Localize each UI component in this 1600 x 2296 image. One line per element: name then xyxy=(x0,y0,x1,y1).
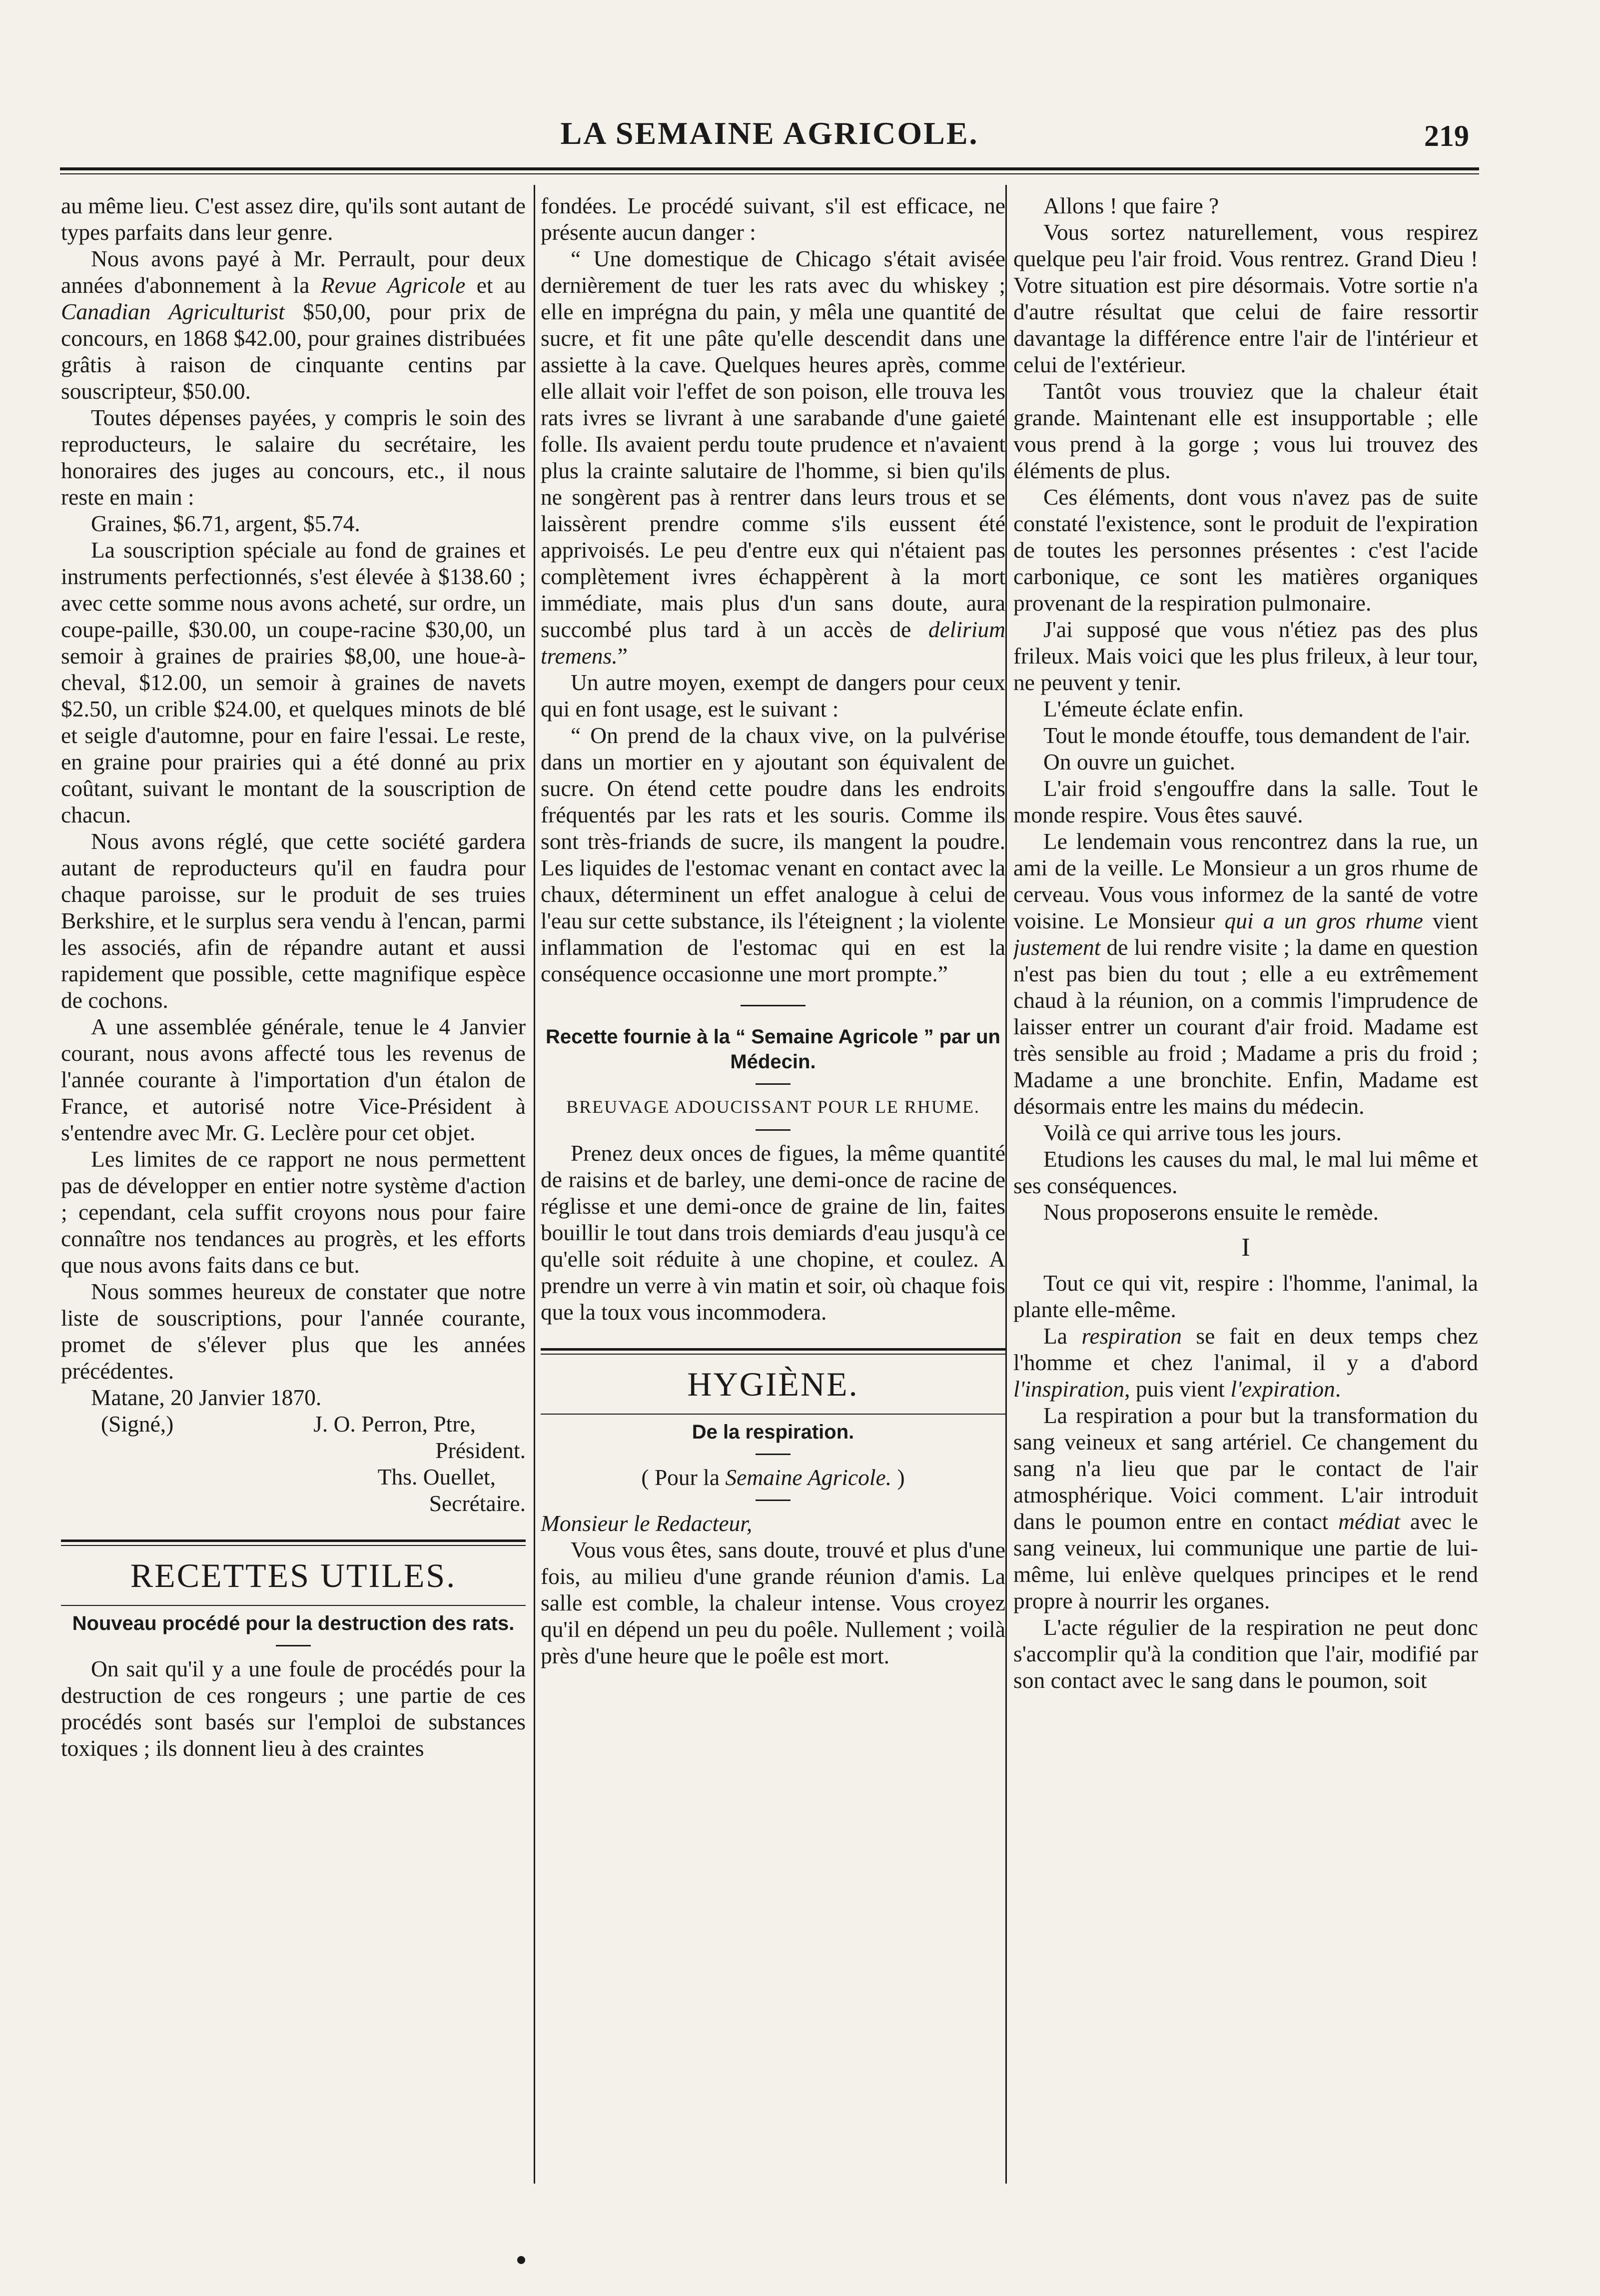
dash-divider xyxy=(756,1500,791,1501)
article-heading: De la respiration. xyxy=(692,1421,854,1443)
section-rule-thin xyxy=(541,1414,1005,1415)
header-rule-thin xyxy=(60,173,1479,174)
paragraph: fondées. Le procédé suivant, s'il est efficace, ne présente aucun danger : xyxy=(541,193,1005,245)
recipe-title: BREUVAGE ADOUCISSANT POUR LE RHUME. xyxy=(566,1097,980,1117)
paragraph: Vous vous êtes, sans doute, trouvé et plus d'une fois, au milieu d'une grande réunion d'amis. La salle est comble, la chaleur intense. Vous croyez qu'il en dépend un peu du poêle. Nullement ; voilà près d'une heure que le poêle est mort. xyxy=(541,1537,1005,1668)
section-rule xyxy=(61,1539,526,1542)
dash-divider xyxy=(276,1645,311,1646)
place-date: Matane, 20 Janvier 1870. xyxy=(91,1385,322,1410)
paragraph: Nous avons réglé, que cette société gardera autant de reproducteurs qu'il en faudra pour chaque paroisse, sur le produit de ses truies Berkshire, et le surplus sera vendu à l'encan, parmi les associés, afin de répandre autant et aussi rapidement que possible, cette magnifique espèce de cochons. xyxy=(61,828,526,1013)
dash-divider xyxy=(741,1005,805,1006)
paragraph: L'émeute éclate enfin. xyxy=(1043,696,1244,722)
signer-role: Président. xyxy=(435,1438,526,1463)
paragraph: Nous sommes heureux de constater que notre liste de souscriptions, pour l'année courante, promet de s'élever plus que les années précédentes. xyxy=(61,1279,526,1384)
paragraph: J'ai supposé que vous n'étiez pas des plus frileux. Mais voici que les plus frileux, à leur tour, ne peuvent y tenir. xyxy=(1013,617,1478,695)
page-number: 219 xyxy=(1424,119,1469,152)
column-divider xyxy=(1005,185,1007,2184)
ink-spot xyxy=(517,2256,525,2264)
paragraph: A une assemblée générale, tenue le 4 Janvier courant, nous avons affecté tous les revenus de l'année courante à l'importation d'un étalon de France, et autorisé notre Vice-Président à s'entendre avec Mr. G. Leclère pour cet objet. xyxy=(61,1014,526,1145)
paragraph: Tout le monde étouffe, tous demandent de l'air. xyxy=(1043,723,1471,748)
paragraph: “ On prend de la chaux vive, on la pulvérise dans un mortier en y ajoutant son équivalent de sucre. On étend cette poudre dans les endroits fréquentés par les rats et les souris. Comme ils sont très-friands de sucre, ils mangent la poudre. Les liquides de l'estomac venant en contact avec la chaux, déterminent un effet analogue à celui de l'eau sur cette substance, ils l'éteignent ; la violente inflammation de l'estomac qui en est la conséquence occasionne une mort prompte.” xyxy=(541,723,1005,986)
paragraph: La respiration a pour but la transformation du sang veineux et sang artériel. Ce changement du sang n'a lieu que par le contact de l'air atmosphérique. Voici comment. L'air introduit dans le poumon entre en contact médiat avec le sang veineux, lui communique une partie de lui-même, lui enlève quelques principes et le rend propre à nourrir les organes. xyxy=(1013,1403,1478,1613)
article-source: ( Pour la Semaine Agricole. ) xyxy=(641,1465,905,1490)
column-3 xyxy=(1013,192,1478,2191)
article-heading: Nouveau procédé pour la destruction des rats. xyxy=(72,1612,515,1634)
dash-divider xyxy=(756,1129,791,1131)
paragraph: Toutes dépenses payées, y compris le soin des reproducteurs, le salaire du secrétaire, les honoraires des juges au concours, etc., il nous reste en main : xyxy=(61,405,526,510)
paragraph: La respiration se fait en deux temps chez l'homme et chez l'animal, il y a d'abord l'inspiration, puis vient l'expiration. xyxy=(1013,1323,1478,1402)
paragraph: Tout ce qui vit, respire : l'homme, l'animal, la plante elle-même. xyxy=(1013,1270,1478,1322)
section-heading: RECETTES UTILES. xyxy=(130,1556,457,1594)
paragraph: Voilà ce qui arrive tous les jours. xyxy=(1043,1120,1342,1145)
section-heading: HYGIÈNE. xyxy=(687,1365,859,1403)
section-rule xyxy=(541,1348,1005,1351)
header-rule xyxy=(60,167,1479,170)
journal-title: LA SEMAINE AGRICOLE. xyxy=(560,115,979,151)
paragraph: au même lieu. C'est assez dire, qu'ils sont autant de types parfaits dans leur genre. xyxy=(61,193,526,245)
column-1 xyxy=(61,192,526,2191)
paragraph: Ces éléments, dont vous n'avez pas de suite constaté l'existence, sont le produit de l'expiration de toutes les personnes présentes : c'est l'acide carbonique, ce sont les matières organiques provenant de la respiration pulmonaire. xyxy=(1013,484,1478,616)
paragraph: On sait qu'il y a une foule de procédés pour la destruction de ces rongeurs ; une partie de ces procédés sont basés sur l'emploi de substances toxiques ; ils donnent lieu à des craintes xyxy=(61,1656,526,1761)
paragraph: Les limites de ce rapport ne nous permettent pas de développer en entier notre système d'action ; cependant, cela suffit croyons nous pour faire connaître nos tendances au progrès, et les efforts que nous avons faits dans ce but. xyxy=(61,1146,526,1278)
column-divider xyxy=(534,185,535,2184)
paragraph: Un autre moyen, exempt de dangers pour ceux qui en font usage, est le suivant : xyxy=(541,670,1005,722)
salutation: Monsieur le Redacteur, xyxy=(541,1511,753,1536)
section-number: I xyxy=(1241,1233,1250,1262)
paragraph: On ouvre un guichet. xyxy=(1043,749,1236,774)
paragraph: Nous avons payé à Mr. Perrault, pour deux années d'abonnement à la Revue Agricole et au Canadian Agriculturist $50,00, pour prix de concours, en 1868 $42.00, pour graines distribuées grâtis à raison de cinquante centins par souscripteur, $50.00. xyxy=(61,246,526,404)
paragraph: L'air froid s'engouffre dans la salle. Tout le monde respire. Vous êtes sauvé. xyxy=(1013,775,1478,827)
paragraph: Le lendemain vous rencontrez dans la rue, un ami de la veille. Le Monsieur a un gros rhume de cerveau. Vous vous informez de la santé de votre voisine. Le Monsieur qui a un gros rhume vient justement de lui rendre visite ; la dame en question n'est pas bien du tout ; elle a eu extrêmement chaud à la réunion, on a commis l'imprudence de laisser entrer un courant d'air froid. Madame est très sensible au froid ; Madame a pris du froid ; Madame a une bronchite. Enfin, Madame est désormais entre les mains du médecin. xyxy=(1013,828,1478,1119)
section-rule-thin xyxy=(61,1545,526,1546)
paragraph: Allons ! que faire ? xyxy=(1043,193,1219,218)
paragraph: Prenez deux onces de figues, la même quantité de raisins et de barley, une demi-once de racine de réglisse et une demi-once de graine de lin, faites bouillir le tout dans trois demiards d'eau jusqu'à ce qu'elle soit réduite à une chopine, et coulez. A prendre un verre à vin matin et soir, où chaque fois que la toux vous incommodera. xyxy=(541,1140,1005,1325)
paragraph: Tantôt vous trouviez que la chaleur était grande. Maintenant elle est insupportable ; elle vous prend à la gorge ; vous lui trouvez des éléments de plus. xyxy=(1013,378,1478,483)
dash-divider xyxy=(756,1454,791,1455)
paragraph: Vous sortez naturellement, vous respirez quelque peu l'air froid. Vous rentrez. Grand Dieu ! Votre situation est pire désormais. Votre sortie n'a d'autre résultat que celui de faire ressortir davantage la différence entre l'air de l'intérieur et celui de l'extérieur. xyxy=(1013,219,1478,377)
page-header xyxy=(60,115,1479,160)
section-rule-thin xyxy=(541,1354,1005,1355)
paragraph: Nous proposerons ensuite le remède. xyxy=(1043,1199,1379,1225)
paragraph: Graines, $6.71, argent, $5.74. xyxy=(91,511,360,536)
paragraph: Etudions les causes du mal, le mal lui même et ses conséquences. xyxy=(1013,1146,1478,1198)
section-rule-thin xyxy=(61,1605,526,1606)
signature-row xyxy=(61,1411,526,1437)
signer-name: J. O. Perron, Ptre, xyxy=(313,1411,476,1437)
signer-name: Ths. Ouellet, xyxy=(377,1464,496,1490)
paragraph: L'acte régulier de la respiration ne peut donc s'accomplir qu'à la condition que l'air, modifié par son contact avec le sang dans le poumon, soit xyxy=(1013,1614,1478,1693)
article-heading: Recette fournie à la “ Semaine Agricole ” par un Médecin. xyxy=(546,1026,1000,1073)
signed-label: (Signé,) xyxy=(101,1411,174,1437)
dash-divider xyxy=(756,1083,791,1085)
paragraph: “ Une domestique de Chicago s'était avisée dernièrement de tuer les rats avec du whiskey ; elle en imprégna du pain, y mêla une quantité de sucre, et fit une pâte qu'elle descendit dans une assiette à la cave. Quelques heures après, comme elle allait voir l'effet de son poison, elle trouva les rats ivres se livrant à une sarabande d'une gaieté folle. Ils avaient perdu toute prudence et n'avaient plus la crainte salutaire de l'homme, si bien qu'ils ne songèrent pas à rentrer dans leurs trous et se laissèrent prendre comme s'ils eussent été apprivoisés. Le peu d'entre eux qui n'étaient pas complètement ivres échappèrent à la mort immédiate, mais plus d'un sans doute, aura succombé plus tard à un accès de delirium tremens.” xyxy=(541,246,1005,669)
paragraph: La souscription spéciale au fond de graines et instruments perfectionnés, s'est élevée à $138.60 ; avec cette somme nous avons acheté, sur ordre, un coupe-paille, $30.00, un coupe-racine $30,00, un semoir à graines de prairies $8,00, une houe-à-cheval, $12.00, un semoir à graines de navets $2.50, un crible $24.00, et quelques minots de blé et seigle d'automne, pour en faire l'essai. Le reste, en graine pour prairies qui a été donné au prix coûtant, suivant le montant de la souscription de chacun. xyxy=(61,537,526,827)
signer-role: Secrétaire. xyxy=(429,1491,526,1516)
column-2 xyxy=(541,192,1005,2191)
